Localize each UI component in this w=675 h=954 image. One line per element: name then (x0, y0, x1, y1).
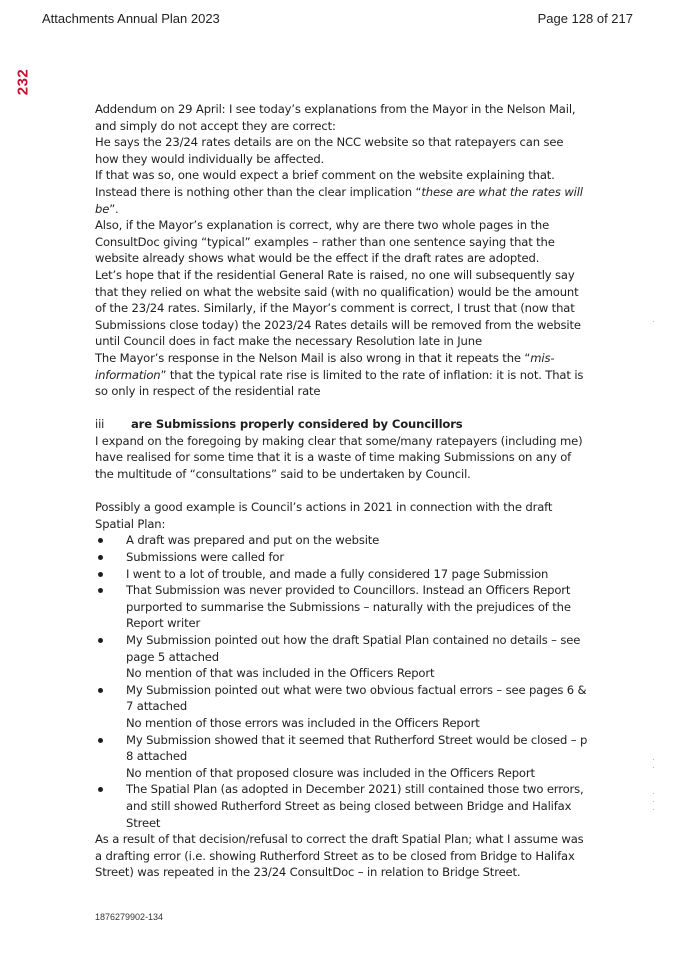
bullet-icon (98, 738, 103, 743)
paragraph: Possibly a good example is Council’s actions in 2021 in connection with the draft Spatial Plan: (95, 500, 553, 531)
list-item-note: No mention of that was included in the Officers Report (126, 666, 435, 681)
bullet-list (95, 532, 590, 831)
paragraph: He says the 23/24 rates details are on the NCC website so that ratepayers can see how they would individually be affected. (95, 135, 564, 166)
bullet-icon (98, 638, 103, 643)
emphasis-text: mis-information (95, 350, 555, 382)
list-item: Submissions were called for (95, 549, 590, 566)
list-item: I went to a lot of trouble, and made a fully considered 17 page Submission (95, 566, 590, 583)
bullet-icon (98, 588, 103, 593)
bullet-icon (98, 572, 103, 577)
scan-mark: · · (652, 755, 655, 772)
paragraph: I expand on the foregoing by making clear that some/many ratepayers (including me) have realised for some time that it is a waste of time making Submissions on any of the multitude of “consultations” said to be undertaken by Council. (95, 433, 583, 482)
bullet-icon (98, 555, 103, 560)
paragraph: The Mayor’s response in the Nelson Mail is also wrong in that it repeats the “mis-information” that the typical rate rise is limited to the rate of inflation: it is not. That is so only in respect of the residential rate (95, 350, 584, 399)
document-body (95, 101, 590, 881)
paragraph: If that was so, one would expect a brief comment on the website explaining that. Instead there is nothing other than the clear implication “these are what the rates will be”. (95, 168, 583, 216)
document-title: Attachments Annual Plan 2023 (42, 11, 220, 26)
list-item-note: No mention of that proposed closure was included in the Officers Report (126, 765, 535, 780)
paragraph: Also, if the Mayor’s explanation is correct, why are there two whole pages in the ConsultDoc giving “typical” examples – rather than one sentence saying that the website already shows what would be the effect if the draft rates are adopted. (95, 218, 555, 266)
list-item: My Submission pointed out what were two obvious factual errors – see pages 6 & 7 attached No mention of those errors was included in the Officers Report (95, 682, 590, 732)
list-item: My Submission showed that it seemed that Rutherford Street would be closed – p 8 attached No mention of that proposed closure was included in the Officers Report (95, 732, 590, 782)
scan-mark: · · · (652, 789, 655, 814)
page-indicator: Page 128 of 217 (537, 11, 633, 26)
list-item-note: No mention of those errors was included in the Officers Report (126, 715, 480, 730)
section-number: iii (95, 417, 105, 432)
section-title: are Submissions properly considered by Councillors (131, 417, 463, 432)
bullet-icon (98, 787, 103, 792)
scan-mark: · (652, 317, 655, 326)
side-page-number: 232 (14, 68, 32, 96)
list-item: My Submission pointed out how the draft Spatial Plan contained no details – see page 5 attached No mention of that was included in the Officers Report (95, 632, 590, 682)
paragraph: Addendum on 29 April: I see today’s explanations from the Mayor in the Nelson Mail, and simply do not accept they are correct: (95, 102, 576, 133)
bullet-icon (98, 688, 103, 693)
paragraph: Let’s hope that if the residential General Rate is raised, no one will subsequently say that they relied on what the website said (with no qualification) would be the amount of the 23/24 rates. Similarly, if the Mayor’s comment is correct, I trust that (now that Submissions close today) the 2023/24 Rates details will be removed from the website until Council does in fact make the necessary Resolution late in June (95, 267, 581, 349)
list-item: A draft was prepared and put on the website (95, 532, 590, 549)
paragraph: As a result of that decision/refusal to correct the draft Spatial Plan; what I assume was a drafting error (i.e. showing Rutherford Street as to be closed from Bridge to Halifax Street) was repeated in the 23/24 ConsultDoc – in relation to Bridge Street. (95, 832, 584, 880)
document-id: 1876279902-134 (95, 912, 164, 922)
section-heading (95, 416, 590, 433)
list-item: The Spatial Plan (as adopted in December 2021) still contained those two errors, and still showed Rutherford Street as being closed between Bridge and Halifax Street (95, 781, 590, 831)
bullet-icon (98, 538, 103, 543)
list-item: That Submission was never provided to Councillors. Instead an Officers Report purported to summarise the Submissions – naturally with the prejudices of the Report writer (95, 582, 590, 632)
emphasis-text: these are what the rates will be (95, 184, 583, 216)
